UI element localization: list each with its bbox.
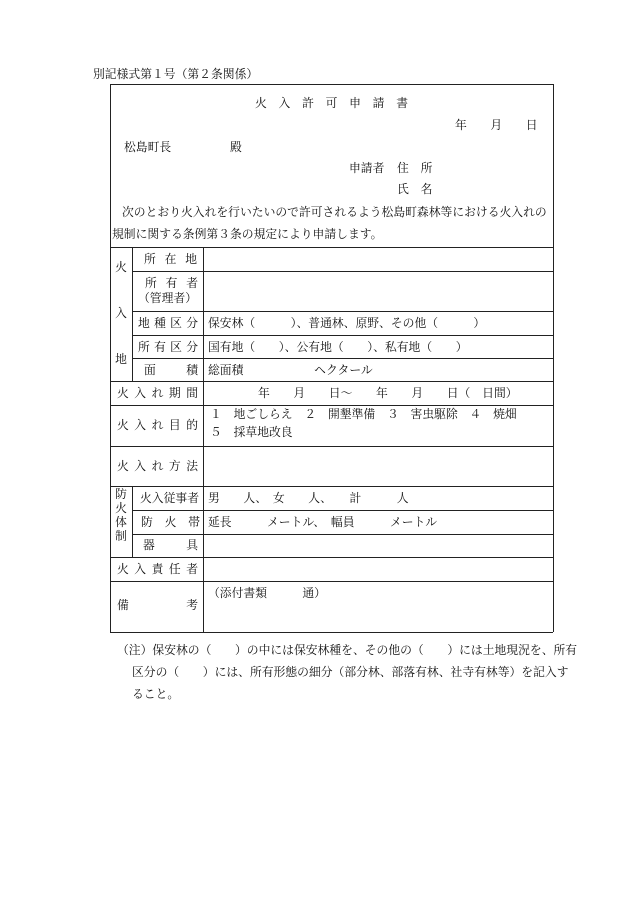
owner-sublabel: （管理者） [138, 291, 197, 305]
label-char: 地 [185, 252, 197, 266]
responsible-person-field [204, 558, 553, 581]
label-char: 面 [144, 363, 156, 377]
method-field [204, 447, 553, 486]
area-value: 総面積 ヘクタール [208, 363, 373, 377]
label-char: 有 [165, 276, 178, 290]
note-line: （注）保安林の（ ）の中には保安林種を、その他の（ ）には土地現況を、所有 [117, 643, 578, 657]
label-char: 入 [278, 96, 291, 110]
remarks-value: （添付書類 通） [208, 586, 326, 600]
land-category-value: 保安林（ ）、普通林、原野、その他（ ） [208, 316, 486, 330]
purpose-options-line: ５ 採草地改良 [210, 425, 293, 439]
firebreak-label [141, 515, 200, 529]
label-char: 火 [115, 501, 127, 516]
label-char: 可 [325, 96, 338, 110]
label-char: 制 [115, 529, 127, 544]
form-number: 別記様式第１号（第２条関係） [93, 67, 259, 81]
label-char: 所 [144, 252, 156, 266]
label-char: 所 [138, 340, 150, 354]
label-char: 請 [372, 96, 385, 110]
label-char: 目 [168, 418, 181, 432]
label-char: 火 [117, 386, 129, 400]
label-char: 者 [186, 562, 198, 576]
application-date: 年 月 日 [455, 118, 538, 132]
label-char: 区 [170, 316, 182, 330]
row-rule [110, 486, 553, 487]
label-char: 地 [115, 352, 127, 367]
label-char: 申 [349, 96, 361, 110]
form-title [255, 96, 408, 110]
fire-prevention-group-divider [132, 486, 133, 557]
label-char: 火 [115, 260, 127, 274]
label-char: 備 [117, 598, 129, 612]
label-char: 分 [186, 316, 198, 330]
note-line: ること。 [132, 687, 180, 701]
label-char: れ [151, 418, 164, 432]
label-char: 具 [186, 538, 198, 552]
label-char: 分 [186, 340, 198, 354]
location-field [204, 248, 553, 271]
statement-line: 規制に関する条例第３条の規定により申請します。 [112, 227, 383, 241]
label-char: 間 [186, 386, 198, 400]
location-label [144, 252, 197, 266]
applicant-name-label: 氏 名 [397, 182, 433, 196]
frame-top-border [110, 84, 553, 85]
period-label [117, 386, 198, 400]
applicant-address-label: 住 所 [397, 161, 433, 175]
equipment-field [204, 535, 553, 557]
label-char: 防 [141, 515, 153, 529]
label-char: 所 [145, 276, 157, 290]
area-label [144, 363, 198, 377]
label-char: 火 [117, 418, 129, 432]
label-char: 器 [143, 538, 155, 552]
label-char: 方 [168, 459, 181, 473]
label-char: 期 [168, 386, 181, 400]
label-char: 書 [396, 96, 408, 110]
label-char: 入 [134, 562, 147, 576]
label-char: 入 [134, 418, 147, 432]
row-rule [110, 581, 553, 582]
frame-right-border [553, 84, 554, 632]
equipment-label [143, 538, 198, 552]
label-char: 火 [117, 562, 129, 576]
label-char: 帯 [188, 515, 200, 529]
label-char: 責 [151, 562, 164, 576]
addressee: 松島町長 [124, 140, 172, 154]
site-group-divider [132, 247, 133, 381]
owner-label [145, 276, 198, 290]
label-char: 考 [186, 598, 198, 612]
period-value: 年 月 日～ 年 月 日（ 日間） [258, 386, 518, 400]
label-char: 体 [115, 515, 127, 530]
land-category-label [138, 316, 198, 330]
label-char: 区 [170, 340, 182, 354]
method-label [117, 459, 198, 473]
label-char: 地 [138, 316, 150, 330]
label-char: 入 [115, 306, 127, 321]
label-char: れ [151, 386, 164, 400]
label-char: 防 [115, 487, 127, 501]
label-char: 任 [168, 562, 181, 576]
row-rule [110, 381, 553, 382]
label-char: 火 [164, 515, 177, 529]
label-char: 火 [255, 96, 267, 110]
row-rule [132, 510, 553, 511]
label-char: 者 [186, 276, 198, 290]
row-rule [132, 335, 553, 336]
label-char: 有 [154, 340, 166, 354]
row-rule [110, 405, 553, 406]
site-group-label [110, 262, 132, 366]
label-char: 入 [134, 459, 147, 473]
label-char: 火 [117, 459, 129, 473]
owner-field [204, 272, 553, 311]
label-char: 的 [186, 418, 198, 432]
label-char: 入 [134, 386, 147, 400]
ownership-category-value: 国有地（ ）、公有地（ ）、私有地（ ） [208, 340, 468, 354]
responsible-person-label [117, 562, 198, 576]
workers-value: 男 人、 女 人、 計 人 [208, 491, 409, 505]
label-char: れ [151, 459, 164, 473]
purpose-label [117, 418, 198, 432]
remarks-label [117, 598, 198, 612]
label-char: 在 [164, 252, 177, 266]
applicant-label: 申請者 [349, 161, 385, 175]
frame-bottom-border [110, 632, 553, 633]
workers-label: 火入従事者 [140, 491, 199, 505]
firebreak-value: 延長 メートル、 幅員 メートル [208, 515, 438, 529]
label-char: 許 [302, 96, 314, 110]
fire-prevention-group-label [110, 489, 132, 543]
label-char: 種 [154, 316, 166, 330]
purpose-options-line: １ 地ごしらえ ２ 開墾準備 ３ 害虫駆除 ４ 焼畑 [210, 407, 517, 421]
addressee-honorific: 殿 [230, 140, 242, 154]
note-line: 区分の（ ）には、所有形態の細分（部分林、部落有林、社寺有林等）を記入す [132, 665, 569, 679]
ownership-category-label [138, 340, 198, 354]
label-char: 積 [186, 363, 198, 377]
statement-line: 次のとおり火入れを行いたいので許可されるよう松島町森林等における火入れの [122, 205, 547, 219]
row-rule [132, 358, 553, 359]
row-rule [132, 311, 553, 312]
label-char: 法 [186, 459, 198, 473]
